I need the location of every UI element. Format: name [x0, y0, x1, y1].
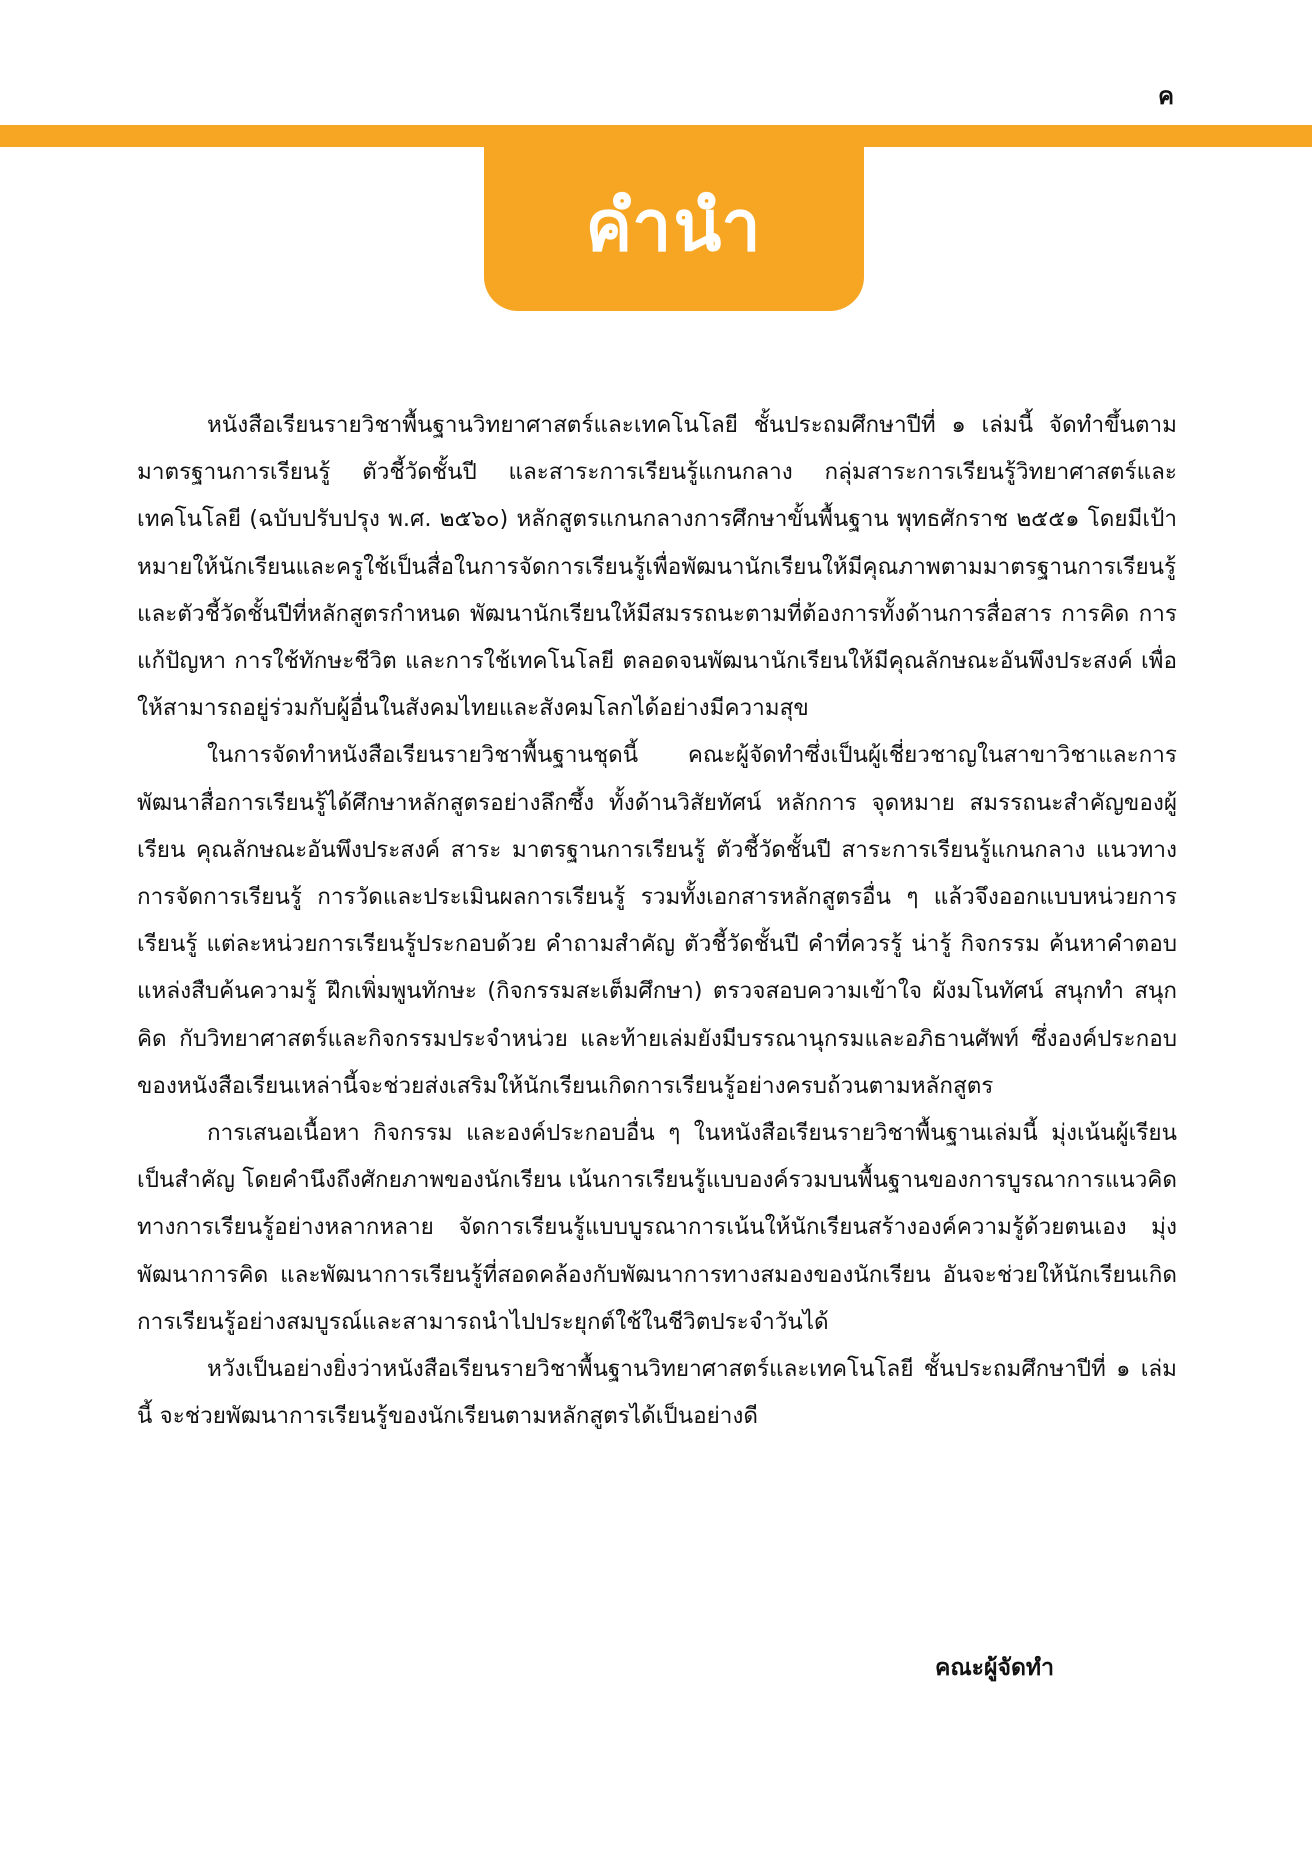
header-rule — [0, 125, 1312, 147]
preface-body — [137, 402, 1177, 1440]
paragraph-2: ในการจัดทำหนังสือเรียนรายวิชาพื้นฐานชุดนี้ คณะผู้จัดทำซึ่งเป็นผู้เชี่ยวชาญในสาขาวิชาและการพัฒนาสื่อการเรียนรู้ได้ศึกษาหลักสูตรอย่างลึกซึ้ง ทั้งด้านวิสัยทัศน์ หลักการ จุดหมาย สมรรถนะสำคัญของผู้เรียน คุณลักษณะอันพึงประสงค์ สาระ มาตรฐานการเรียนรู้ ตัวชี้วัดชั้นปี สาระการเรียนรู้แกนกลาง แนวทางการจัดการเรียนรู้ การวัดและประเมินผลการเรียนรู้ รวมทั้งเอกสารหลักสูตรอื่น ๆ แล้วจึงออกแบบหน่วยการเรียนรู้ แต่ละหน่วยการเรียนรู้ประกอบด้วย คำถามสำคัญ ตัวชี้วัดชั้นปี คำที่ควรรู้ น่ารู้ กิจกรรม ค้นหาคำตอบ แหล่งสืบค้นความรู้ ฝึกเพิ่มพูนทักษะ (กิจกรรมสะเต็มศึกษา) ตรวจสอบความเข้าใจ ผังมโนทัศน์ สนุกทำ สนุกคิด กับวิทยาศาสตร์และกิจกรรมประจำหน่วย และท้ายเล่มยังมีบรรณานุกรมและอภิธานศัพท์ ซึ่งองค์ประกอบของหนังสือเรียนเหล่านี้จะช่วยส่งเสริมให้นักเรียนเกิดการเรียนรู้อย่างครบถ้วนตามหลักสูตร — [137, 742, 1177, 1099]
page-number: ค — [1157, 82, 1174, 110]
page-title: คำนำ — [585, 185, 763, 267]
title-banner — [484, 147, 864, 311]
paragraph-3: การเสนอเนื้อหา กิจกรรม และองค์ประกอบอื่น ๆ ในหนังสือเรียนรายวิชาพื้นฐานเล่มนี้ มุ่งเน้นผู้เรียนเป็นสำคัญ โดยคำนึงถึงศักยภาพของนักเรียน เน้นการเรียนรู้แบบองค์รวมบนพื้นฐานของการบูรณาการแนวคิดทางการเรียนรู้อย่างหลากหลาย จัดการเรียนรู้แบบบูรณาการเน้นให้นักเรียนสร้างองค์ความรู้ด้วยตนเอง มุ่งพัฒนาการคิด และพัฒนาการเรียนรู้ที่สอดคล้องกับพัฒนาการทางสมองของนักเรียน อันจะช่วยให้นักเรียนเกิดการเรียนรู้อย่างสมบูรณ์และสามารถนำไปประยุกต์ใช้ในชีวิตประจำวันได้ — [137, 1120, 1177, 1335]
signature: คณะผู้จัดทำ — [934, 1655, 1054, 1681]
paragraph-1: หนังสือเรียนรายวิชาพื้นฐานวิทยาศาสตร์และเทคโนโลยี ชั้นประถมศึกษาปีที่ ๑ เล่มนี้ จัดทำขึ้นตามมาตรฐานการเรียนรู้ ตัวชี้วัดชั้นปี และสาระการเรียนรู้แกนกลาง กลุ่มสาระการเรียนรู้วิทยาศาสตร์และเทคโนโลยี (ฉบับปรับปรุง พ.ศ. ๒๕๖๐) หลักสูตรแกนกลางการศึกษาขั้นพื้นฐาน พุทธศักราช ๒๕๕๑ โดยมีเป้าหมายให้นักเรียนและครูใช้เป็นสื่อในการจัดการเรียนรู้เพื่อพัฒนานักเรียนให้มีคุณภาพตามมาตรฐานการเรียนรู้และตัวชี้วัดชั้นปีที่หลักสูตรกำหนด พัฒนานักเรียนให้มีสมรรถนะตามที่ต้องการทั้งด้านการสื่อสาร การคิด การแก้ปัญหา การใช้ทักษะชีวิต และการใช้เทคโนโลยี ตลอดจนพัฒนานักเรียนให้มีคุณลักษณะอันพึงประสงค์ เพื่อให้สามารถอยู่ร่วมกับผู้อื่นในสังคมไทยและสังคมโลกได้อย่างมีความสุข — [137, 412, 1177, 722]
paragraph-4: หวังเป็นอย่างยิ่งว่าหนังสือเรียนรายวิชาพื้นฐานวิทยาศาสตร์และเทคโนโลยี ชั้นประถมศึกษาปีที่ ๑ เล่มนี้ จะช่วยพัฒนาการเรียนรู้ของนักเรียนตามหลักสูตรได้เป็นอย่างดี — [137, 1356, 1177, 1430]
